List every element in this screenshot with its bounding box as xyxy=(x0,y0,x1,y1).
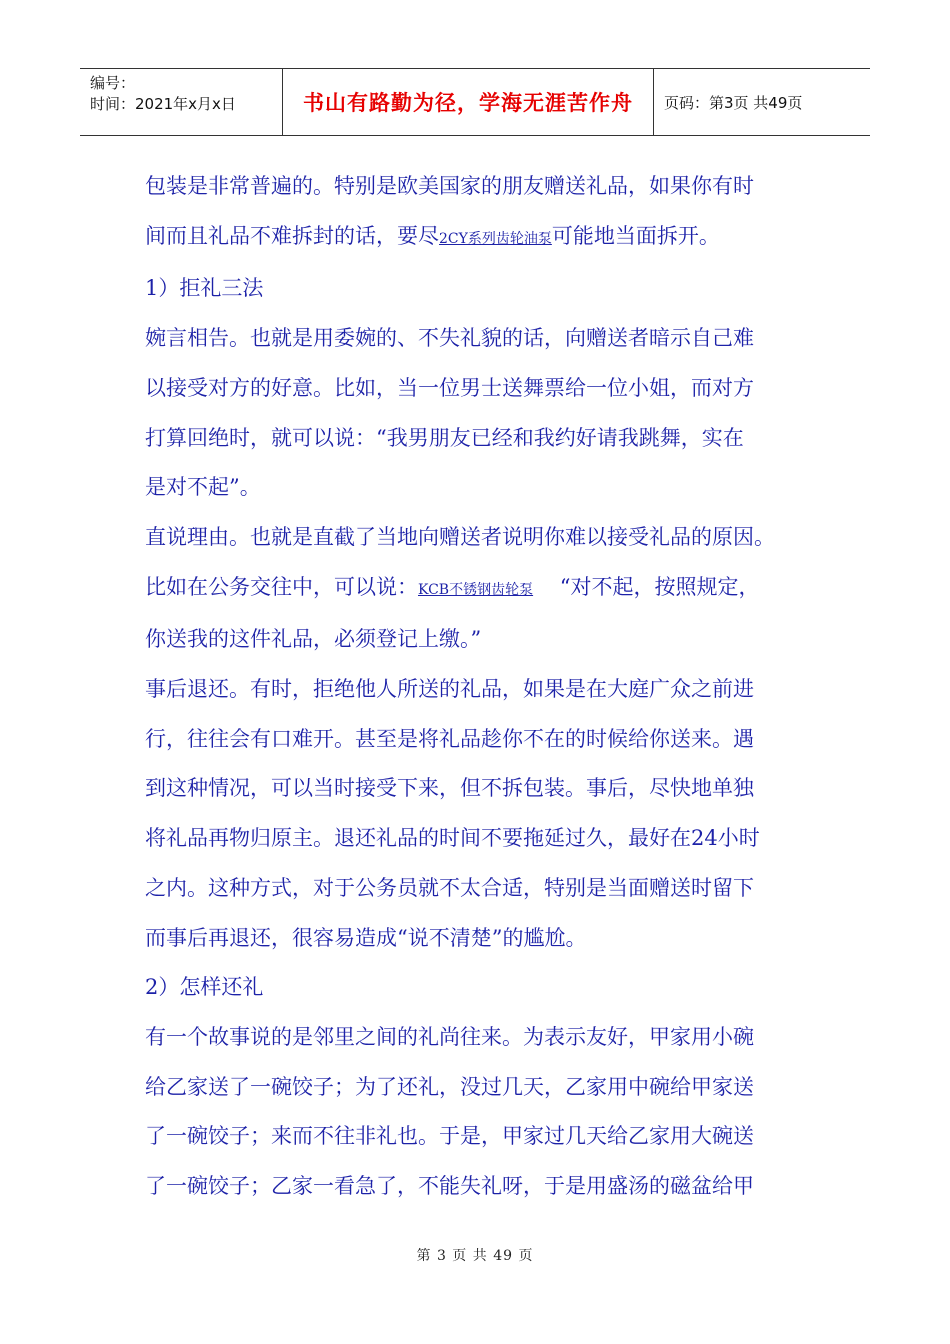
text-line xyxy=(145,563,825,616)
section-heading: 2）怎样还礼 xyxy=(145,975,264,1000)
text-span: “对不起，按照规定， xyxy=(559,574,760,599)
page-footer: 第 3 页 共 49 页 xyxy=(416,1248,534,1264)
text-line: 你送我的这件礼品，必须登记上缴。” xyxy=(145,627,482,652)
text-span: 可能地当面拆开。 xyxy=(551,223,720,248)
text-line: 到这种情况，可以当时接受下来，但不拆包装。事后，尽快地单独 xyxy=(145,776,754,801)
text-line: 直说理由。也就是直截了当地向赠送者说明你难以接受礼品的原因。 xyxy=(145,524,775,549)
text-line: 打算回绝时，就可以说：“我男朋友已经和我约好请我跳舞，实在 xyxy=(145,425,744,450)
text-line: 有一个故事说的是邻里之间的礼尚往来。为表示友好，甲家用小碗 xyxy=(145,1024,754,1049)
header-meta xyxy=(80,69,282,135)
text-line: 了一碗饺子；乙家一看急了，不能失礼呀，于是用盛汤的磁盆给甲 xyxy=(145,1174,754,1199)
document-body xyxy=(145,162,825,1212)
text-span: 间而且礼品不难拆封的话，要尽 xyxy=(145,223,439,248)
text-line xyxy=(145,212,825,265)
text-line: 事后退还。有时，拒绝他人所送的礼品，如果是在大庭广众之前进 xyxy=(145,677,754,702)
text-line: 以接受对方的好意。比如，当一位男士送舞票给一位小姐，而对方 xyxy=(145,375,754,400)
link-kcb-gear-pump[interactable]: KCB不锈钢齿轮泵 xyxy=(418,581,534,598)
text-line: 给乙家送了一碗饺子；为了还礼，没过几天，乙家用中碗给甲家送 xyxy=(145,1074,754,1099)
motto: 书山有路勤为径，学海无涯苦作舟 xyxy=(303,91,633,115)
number-label: 编号： xyxy=(90,74,136,92)
text-line: 婉言相告。也就是用委婉的、不失礼貌的话，向赠送者暗示自己难 xyxy=(145,326,754,351)
text-line: 是对不起”。 xyxy=(145,475,261,500)
header-page-info: 页码：第3页 共49页 xyxy=(664,93,803,112)
header-table xyxy=(80,68,870,136)
section-heading: 1）拒礼三法 xyxy=(145,276,264,301)
text-span: 比如在公务交往中，可以说： xyxy=(145,574,418,599)
time-label: 时间：2021年x月x日 xyxy=(90,95,236,113)
text-line: 而事后再退还，很容易造成“说不清楚”的尴尬。 xyxy=(145,925,587,950)
text-line: 行，往往会有口难开。甚至是将礼品趁你不在的时候给你送来。遇 xyxy=(145,726,754,751)
text-line: 将礼品再物归原主。退还礼品的时间不要拖延过久，最好在24小时 xyxy=(145,826,760,851)
text-line: 了一碗饺子；来而不往非礼也。于是，甲家过几天给乙家用大碗送 xyxy=(145,1124,754,1149)
text-line: 包装是非常普遍的。特别是欧美国家的朋友赠送礼品，如果你有时 xyxy=(145,174,754,198)
header-motto-cell xyxy=(282,69,654,135)
link-2cy-gear-pump[interactable]: 2CY系列齿轮油泵 xyxy=(439,230,552,247)
text-line: 之内。这种方式，对于公务员就不太合适，特别是当面赠送时留下 xyxy=(145,875,754,900)
